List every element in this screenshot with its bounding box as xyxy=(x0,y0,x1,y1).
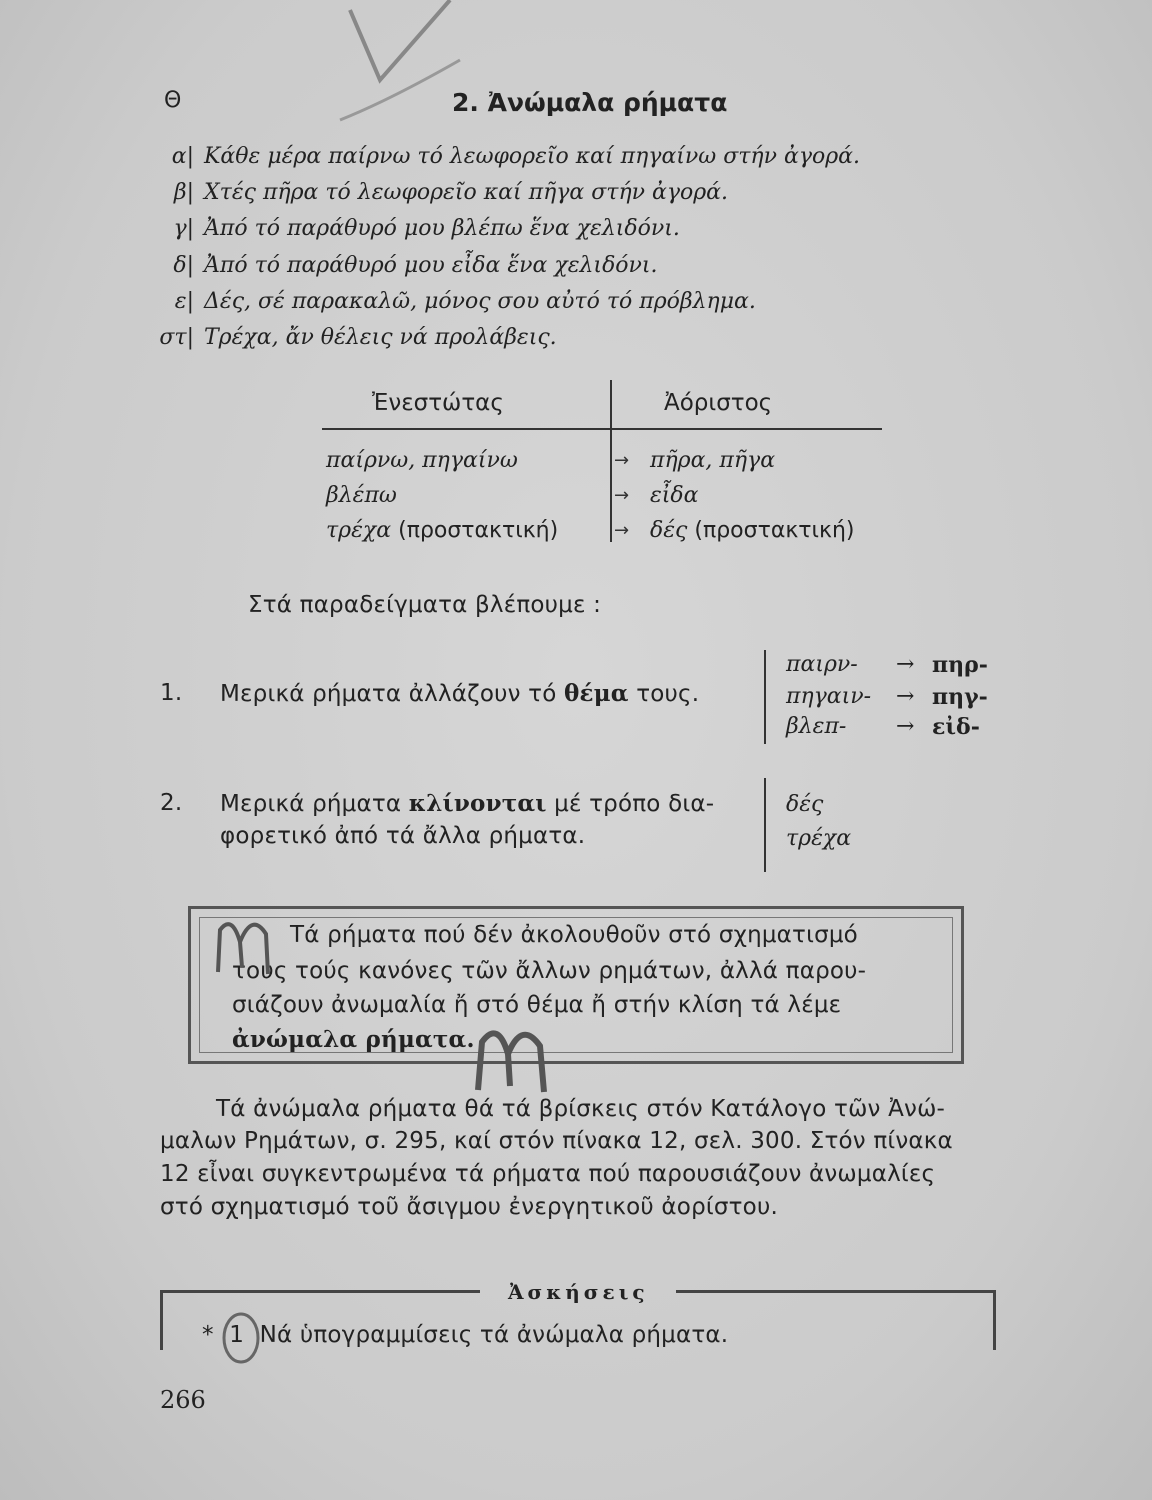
table-row: τρέχα (προστακτική) xyxy=(326,518,559,543)
stem-from: βλεπ- xyxy=(786,714,847,739)
arrow-icon: → xyxy=(896,652,915,677)
stem-to: πηγ- xyxy=(932,684,988,710)
example-d: δ| Ἀπό τό παράθυρό μου εἶδα ἕνα χελιδόνι. xyxy=(173,253,658,278)
table-header-present: Ἐνεστώτας xyxy=(372,390,504,416)
paragraph-line1: Τά ἀνώμαλα ρήματα θά τά βρίσκεις στόν Κατάλογο τῶν Ἀνώ- xyxy=(216,1096,946,1122)
stem-from: παιρν- xyxy=(786,652,858,677)
table-rule xyxy=(322,428,882,430)
example-e: ε| Δές, σέ παρακαλῶ, μόνος σου αὐτό τό πρόβλημα. xyxy=(174,289,756,314)
definition-term: ἀνώμαλα ρήματα. xyxy=(232,1026,475,1053)
table-row: δές (προστακτική) xyxy=(650,518,855,543)
exercises-heading: Ἀσκήσεις xyxy=(508,1280,649,1304)
exercise-item: * 1 Νά ὑπογραμμίσεις τά ἀνώμαλα ρήματα. xyxy=(202,1322,729,1348)
table-row: εἶδα xyxy=(650,483,699,508)
definition-line1: Τά ρήματα πού δέν ἀκολουθοῦν στό σχηματισμό xyxy=(290,922,858,948)
rule2-line2: φορετικό ἀπό τά ἄλλα ρήματα. xyxy=(220,823,586,849)
table-header-aorist: Ἀόριστος xyxy=(664,390,773,416)
table-row: βλέπω xyxy=(326,483,397,508)
rule1-text: Μερικά ρήματα ἀλλάζουν τό θέμα τους. xyxy=(220,680,700,707)
paragraph-line3: 12 εἶναι συγκεντρωμένα τά ρήματα πού παρουσιάζουν ἀνωμαλίες xyxy=(160,1161,936,1187)
example-a: α| Κάθε μέρα παίρνω τό λεωφορεῖο καί πηγαίνω στήν ἀγορά. xyxy=(171,144,861,169)
exercise-number: 1 xyxy=(229,1322,245,1348)
page-number: 266 xyxy=(160,1386,206,1414)
rule1-number: 1. xyxy=(160,680,183,706)
section-marker: Θ xyxy=(164,88,182,113)
stem-from: πηγαιν- xyxy=(786,684,872,709)
irregular-form: δές xyxy=(786,792,824,817)
rule2-line1: Μερικά ρήματα κλίνονται μέ τρόπο δια- xyxy=(220,790,715,817)
page-title: 2. Ἀνώμαλα ρήματα xyxy=(452,88,728,117)
definition-line3: σιάζουν ἀνωμαλία ἤ στό θέμα ἤ στήν κλίση τά λέμε xyxy=(232,992,842,1018)
paragraph-line4: στό σχηματισμό τοῦ ἄσιγμου ἐνεργητικοῦ ἀορίστου. xyxy=(160,1194,778,1220)
table-divider xyxy=(610,380,612,542)
arrow-icon: → xyxy=(896,684,915,709)
paragraph-line2: μαλων Ρημάτων, σ. 295, καί στόν πίνακα 12, σελ. 300. Στόν πίνακα xyxy=(160,1128,953,1154)
brace xyxy=(764,778,766,872)
arrow-icon: → xyxy=(614,485,630,506)
handwritten-m-icon xyxy=(470,1020,560,1100)
table-row: πῆρα, πῆγα xyxy=(650,448,776,473)
table-row: παίρνω, πηγαίνω xyxy=(326,448,518,473)
pencil-circle-icon xyxy=(218,1310,264,1366)
pencil-checkmark-icon xyxy=(330,0,470,130)
stem-to: πηρ- xyxy=(932,652,988,678)
arrow-icon: → xyxy=(896,714,915,739)
intro-text: Στά παραδείγματα βλέπουμε : xyxy=(248,592,602,618)
brace xyxy=(764,650,766,744)
example-b: β| Χτές πῆρα τό λεωφορεῖο καί πῆγα στήν ἀγορά. xyxy=(173,180,729,205)
arrow-icon: → xyxy=(614,520,630,541)
arrow-icon: → xyxy=(614,450,630,471)
example-c: γ| Ἀπό τό παράθυρό μου βλέπω ἕνα χελιδόνι. xyxy=(173,216,680,241)
definition-line2: τους τούς κανόνες τῶν ἄλλων ρημάτων, ἀλλά παρου- xyxy=(232,958,867,984)
rule2-number: 2. xyxy=(160,790,183,816)
example-f: στ| Τρέχα, ἄν θέλεις νά προλάβεις. xyxy=(159,325,557,350)
stem-to: εἰδ- xyxy=(932,714,980,740)
handwritten-m-icon xyxy=(210,912,280,982)
irregular-form: τρέχα xyxy=(786,826,852,851)
